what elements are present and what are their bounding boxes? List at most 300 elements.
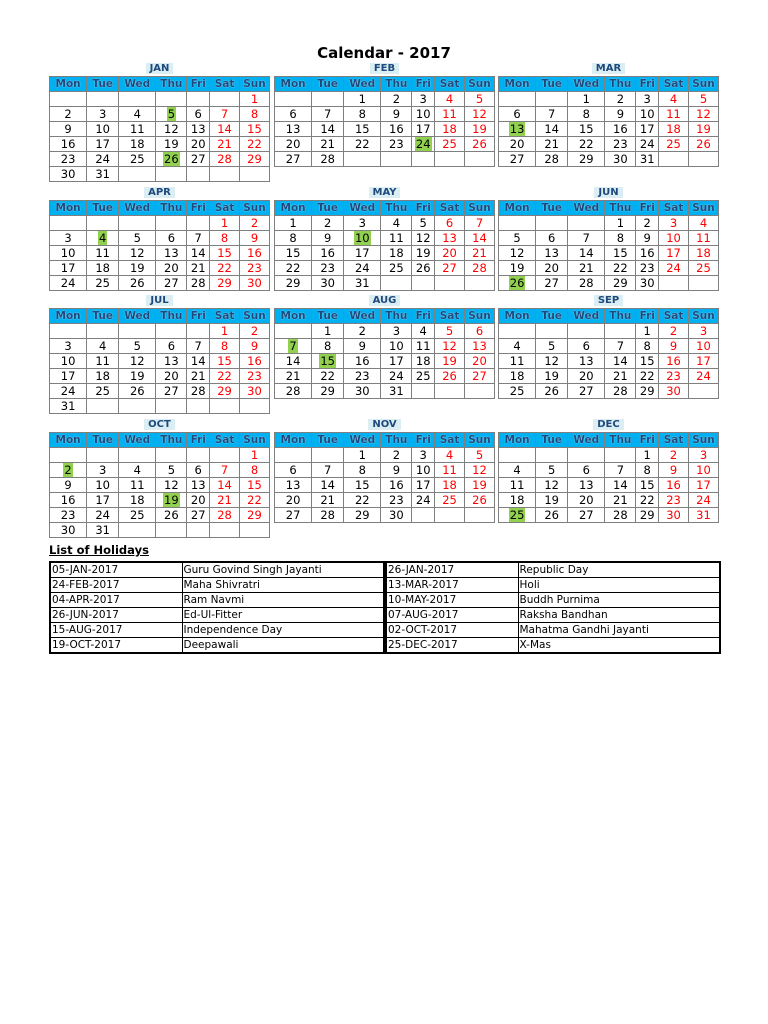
day-cell: 20 [465, 354, 495, 369]
day-cell: 27 [156, 276, 187, 291]
holiday-row [50, 593, 384, 608]
weekday-header: Mon [499, 77, 536, 92]
holiday-day-cell [50, 463, 87, 478]
empty-cell [275, 448, 312, 463]
day-cell: 14 [605, 354, 636, 369]
day-cell: 13 [187, 478, 210, 493]
empty-cell [659, 276, 689, 291]
month-table [274, 76, 495, 167]
day-cell: 11 [119, 478, 156, 493]
weekday-header: Fri [187, 309, 210, 324]
day-cell: 27 [499, 152, 536, 167]
weekday-header: Wed [344, 77, 381, 92]
empty-cell [119, 324, 156, 339]
month-name-label: OCT [144, 419, 175, 430]
day-cell: 9 [50, 478, 87, 493]
day-cell: 22 [240, 137, 270, 152]
day-cell: 13 [536, 246, 568, 261]
day-cell: 6 [465, 324, 495, 339]
day-cell: 10 [689, 339, 719, 354]
day-cell: 2 [605, 92, 636, 107]
day-cell: 5 [536, 463, 568, 478]
day-cell: 8 [344, 463, 381, 478]
month-table [49, 200, 270, 291]
day-cell: 1 [240, 92, 270, 107]
day-cell: 10 [87, 478, 119, 493]
month-table [274, 308, 495, 399]
month-sep [498, 294, 719, 399]
day-cell: 21 [275, 369, 312, 384]
holiday-name: Buddh Purnima [518, 593, 720, 608]
day-cell: 19 [689, 122, 719, 137]
holidays-title: List of Holidays [49, 543, 149, 557]
empty-cell [187, 324, 210, 339]
day-cell: 17 [689, 354, 719, 369]
day-cell: 12 [119, 246, 156, 261]
day-cell: 30 [659, 384, 689, 399]
empty-cell [187, 216, 210, 231]
day-cell: 16 [50, 493, 87, 508]
day-cell: 29 [605, 276, 636, 291]
day-cell: 1 [240, 448, 270, 463]
day-cell: 18 [499, 369, 536, 384]
month-name [49, 186, 270, 200]
empty-cell [156, 448, 187, 463]
weekday-header: Wed [344, 201, 381, 216]
empty-cell [689, 384, 719, 399]
day-cell: 7 [312, 463, 344, 478]
day-cell: 28 [605, 508, 636, 523]
day-cell: 13 [275, 478, 312, 493]
weekday-header: Wed [344, 433, 381, 448]
day-cell: 5 [156, 463, 187, 478]
day-cell: 9 [240, 231, 270, 246]
day-cell: 1 [568, 92, 605, 107]
weekday-header: Wed [568, 433, 605, 448]
day-cell: 24 [50, 384, 87, 399]
day-cell: 11 [412, 339, 435, 354]
month-feb [274, 62, 495, 167]
month-name-label: AUG [369, 295, 401, 306]
day-cell: 14 [187, 246, 210, 261]
day-cell: 4 [412, 324, 435, 339]
holiday-row [386, 638, 720, 654]
weekday-header: Sat [659, 433, 689, 448]
day-cell: 18 [412, 354, 435, 369]
weekday-header: Thu [605, 433, 636, 448]
day-cell: 3 [87, 107, 119, 122]
day-cell: 11 [499, 354, 536, 369]
day-cell: 8 [210, 231, 240, 246]
day-cell: 28 [210, 152, 240, 167]
day-cell: 21 [605, 369, 636, 384]
holiday-highlight: 25 [509, 508, 525, 522]
holiday-name: Deepawali [182, 638, 384, 654]
day-cell: 7 [568, 231, 605, 246]
day-cell: 21 [536, 137, 568, 152]
weekday-header: Sun [689, 201, 719, 216]
weekday-header: Thu [156, 309, 187, 324]
day-cell: 9 [381, 463, 412, 478]
day-cell: 6 [275, 107, 312, 122]
weekday-header: Sat [435, 433, 465, 448]
month-table [498, 76, 719, 167]
day-cell: 20 [499, 137, 536, 152]
day-cell: 7 [187, 231, 210, 246]
month-name [274, 62, 495, 76]
month-table [498, 432, 719, 523]
weekday-header: Thu [381, 201, 412, 216]
day-cell: 8 [636, 463, 659, 478]
day-cell: 22 [636, 493, 659, 508]
day-cell: 12 [412, 231, 435, 246]
day-cell: 9 [636, 231, 659, 246]
month-name-label: JUL [146, 295, 172, 306]
day-cell: 16 [240, 246, 270, 261]
day-cell: 26 [156, 508, 187, 523]
day-cell: 5 [435, 324, 465, 339]
day-cell: 7 [465, 216, 495, 231]
weekday-header: Mon [275, 433, 312, 448]
holiday-row [50, 623, 384, 638]
day-cell: 30 [636, 276, 659, 291]
day-cell: 20 [568, 369, 605, 384]
day-cell: 12 [119, 354, 156, 369]
weekday-header: Wed [568, 201, 605, 216]
month-name [274, 294, 495, 308]
day-cell: 8 [636, 339, 659, 354]
day-cell: 25 [435, 493, 465, 508]
month-name [498, 418, 719, 432]
empty-cell [659, 152, 689, 167]
holiday-name: Ed-Ul-Fitter [182, 608, 384, 623]
day-cell: 19 [119, 369, 156, 384]
weekday-header: Tue [312, 201, 344, 216]
day-cell: 13 [435, 231, 465, 246]
empty-cell [87, 324, 119, 339]
weekday-header: Wed [344, 309, 381, 324]
day-cell: 9 [659, 339, 689, 354]
day-cell: 4 [435, 448, 465, 463]
day-cell: 16 [240, 354, 270, 369]
day-cell: 25 [689, 261, 719, 276]
day-cell: 11 [435, 463, 465, 478]
day-cell: 28 [187, 276, 210, 291]
day-cell: 31 [689, 508, 719, 523]
weekday-header: Sat [435, 309, 465, 324]
holiday-day-cell [275, 339, 312, 354]
day-cell: 24 [87, 152, 119, 167]
weekday-header: Mon [50, 433, 87, 448]
day-cell: 10 [50, 246, 87, 261]
day-cell: 14 [210, 122, 240, 137]
holiday-day-cell [344, 231, 381, 246]
day-cell: 2 [659, 448, 689, 463]
day-cell: 19 [465, 478, 495, 493]
holiday-row [50, 638, 384, 654]
day-cell: 26 [465, 493, 495, 508]
weekday-header: Mon [275, 309, 312, 324]
day-cell: 18 [119, 137, 156, 152]
day-cell: 3 [344, 216, 381, 231]
weekday-header: Thu [605, 201, 636, 216]
day-cell: 14 [568, 246, 605, 261]
day-cell: 23 [240, 369, 270, 384]
day-cell: 22 [344, 493, 381, 508]
day-cell: 4 [499, 339, 536, 354]
day-cell: 18 [119, 493, 156, 508]
day-cell: 26 [435, 369, 465, 384]
weekday-header: Mon [50, 77, 87, 92]
day-cell: 25 [119, 508, 156, 523]
empty-cell [187, 523, 210, 538]
day-cell: 23 [50, 508, 87, 523]
day-cell: 1 [312, 324, 344, 339]
day-cell: 26 [689, 137, 719, 152]
day-cell: 29 [210, 384, 240, 399]
empty-cell [87, 399, 119, 414]
weekday-header: Sun [465, 433, 495, 448]
day-cell: 3 [689, 324, 719, 339]
empty-cell [536, 324, 568, 339]
day-cell: 2 [240, 324, 270, 339]
day-cell: 4 [119, 463, 156, 478]
day-cell: 22 [210, 261, 240, 276]
day-cell: 5 [465, 92, 495, 107]
day-cell: 28 [536, 152, 568, 167]
day-cell: 10 [381, 339, 412, 354]
holiday-date: 15-AUG-2017 [50, 623, 182, 638]
day-cell: 20 [275, 137, 312, 152]
weekday-header: Thu [156, 433, 187, 448]
empty-cell [605, 448, 636, 463]
day-cell: 17 [412, 478, 435, 493]
month-aug [274, 294, 495, 399]
day-cell: 2 [381, 92, 412, 107]
month-name [498, 186, 719, 200]
day-cell: 17 [689, 478, 719, 493]
empty-cell [275, 92, 312, 107]
holiday-row [50, 608, 384, 623]
weekday-header: Tue [87, 201, 119, 216]
empty-cell [312, 448, 344, 463]
day-cell: 8 [568, 107, 605, 122]
day-cell: 23 [605, 137, 636, 152]
day-cell: 26 [536, 384, 568, 399]
holiday-date: 26-JAN-2017 [386, 562, 518, 578]
day-cell: 19 [435, 354, 465, 369]
holiday-list-left [49, 561, 385, 654]
day-cell: 19 [536, 493, 568, 508]
day-cell: 27 [187, 508, 210, 523]
empty-cell [435, 152, 465, 167]
day-cell: 6 [187, 107, 210, 122]
weekday-header: Sun [465, 201, 495, 216]
day-cell: 28 [605, 384, 636, 399]
day-cell: 21 [210, 493, 240, 508]
holiday-day-cell [412, 137, 435, 152]
day-cell: 17 [50, 261, 87, 276]
holiday-name: Mahatma Gandhi Jayanti [518, 623, 720, 638]
day-cell: 26 [412, 261, 435, 276]
weekday-header: Mon [50, 309, 87, 324]
empty-cell [536, 448, 568, 463]
day-cell: 18 [499, 493, 536, 508]
day-cell: 9 [381, 107, 412, 122]
holiday-row [386, 593, 720, 608]
day-cell: 6 [187, 463, 210, 478]
month-name-label: APR [144, 187, 175, 198]
holiday-day-cell [312, 354, 344, 369]
day-cell: 30 [344, 384, 381, 399]
month-may [274, 186, 495, 291]
day-cell: 21 [465, 246, 495, 261]
month-name-label: FEB [370, 63, 399, 74]
day-cell: 23 [636, 261, 659, 276]
day-cell: 18 [435, 478, 465, 493]
day-cell: 11 [499, 478, 536, 493]
month-name [274, 186, 495, 200]
day-cell: 25 [412, 369, 435, 384]
day-cell: 12 [536, 354, 568, 369]
day-cell: 2 [312, 216, 344, 231]
month-mar [498, 62, 719, 167]
holiday-date: 26-JUN-2017 [50, 608, 182, 623]
day-cell: 1 [210, 216, 240, 231]
day-cell: 29 [312, 384, 344, 399]
empty-cell [87, 448, 119, 463]
weekday-header: Fri [636, 433, 659, 448]
empty-cell [210, 92, 240, 107]
day-cell: 22 [240, 493, 270, 508]
weekday-header: Tue [536, 201, 568, 216]
day-cell: 18 [435, 122, 465, 137]
empty-cell [119, 167, 156, 182]
day-cell: 12 [689, 107, 719, 122]
day-cell: 15 [636, 354, 659, 369]
month-table [498, 308, 719, 399]
day-cell: 19 [499, 261, 536, 276]
empty-cell [381, 276, 412, 291]
day-cell: 4 [119, 107, 156, 122]
day-cell: 24 [87, 508, 119, 523]
day-cell: 16 [659, 478, 689, 493]
empty-cell [156, 167, 187, 182]
empty-cell [536, 92, 568, 107]
day-cell: 17 [87, 493, 119, 508]
day-cell: 26 [119, 276, 156, 291]
day-cell: 24 [689, 493, 719, 508]
day-cell: 5 [412, 216, 435, 231]
day-cell: 17 [412, 122, 435, 137]
weekday-header: Thu [381, 433, 412, 448]
holiday-name: Holi [518, 578, 720, 593]
day-cell: 1 [636, 448, 659, 463]
day-cell: 27 [187, 152, 210, 167]
day-cell: 31 [87, 167, 119, 182]
empty-cell [50, 448, 87, 463]
month-dec [498, 418, 719, 523]
day-cell: 25 [87, 384, 119, 399]
weekday-header: Fri [412, 433, 435, 448]
day-cell: 1 [605, 216, 636, 231]
day-cell: 6 [568, 463, 605, 478]
empty-cell [210, 448, 240, 463]
weekday-header: Mon [499, 433, 536, 448]
day-cell: 18 [87, 369, 119, 384]
holiday-name: X-Mas [518, 638, 720, 654]
day-cell: 30 [312, 276, 344, 291]
day-cell: 5 [499, 231, 536, 246]
empty-cell [87, 216, 119, 231]
day-cell: 15 [344, 122, 381, 137]
weekday-header: Sun [689, 77, 719, 92]
weekday-header: Fri [412, 77, 435, 92]
holiday-row [386, 578, 720, 593]
day-cell: 30 [240, 276, 270, 291]
weekday-header: Sat [659, 309, 689, 324]
day-cell: 14 [465, 231, 495, 246]
day-cell: 29 [240, 508, 270, 523]
day-cell: 14 [187, 354, 210, 369]
weekday-header: Tue [536, 433, 568, 448]
day-cell: 29 [275, 276, 312, 291]
day-cell: 19 [412, 246, 435, 261]
day-cell: 20 [156, 369, 187, 384]
day-cell: 14 [210, 478, 240, 493]
day-cell: 23 [381, 137, 412, 152]
empty-cell [412, 508, 435, 523]
day-cell: 15 [240, 122, 270, 137]
day-cell: 30 [50, 167, 87, 182]
holiday-row [386, 562, 720, 578]
empty-cell [689, 152, 719, 167]
day-cell: 25 [87, 276, 119, 291]
holiday-day-cell [87, 231, 119, 246]
day-cell: 1 [275, 216, 312, 231]
day-cell: 30 [659, 508, 689, 523]
weekday-header: Thu [381, 309, 412, 324]
day-cell: 4 [87, 339, 119, 354]
day-cell: 27 [275, 152, 312, 167]
weekday-header: Mon [499, 309, 536, 324]
day-cell: 1 [344, 92, 381, 107]
day-cell: 10 [412, 107, 435, 122]
weekday-header: Sun [240, 201, 270, 216]
weekday-header: Mon [275, 201, 312, 216]
empty-cell [50, 324, 87, 339]
weekday-header: Fri [187, 77, 210, 92]
day-cell: 13 [275, 122, 312, 137]
day-cell: 8 [344, 107, 381, 122]
empty-cell [210, 523, 240, 538]
empty-cell [119, 92, 156, 107]
day-cell: 30 [605, 152, 636, 167]
day-cell: 3 [412, 448, 435, 463]
day-cell: 14 [536, 122, 568, 137]
day-cell: 30 [240, 384, 270, 399]
weekday-header: Tue [312, 309, 344, 324]
day-cell: 19 [465, 122, 495, 137]
holiday-highlight: 24 [415, 137, 431, 151]
day-cell: 20 [275, 493, 312, 508]
day-cell: 6 [499, 107, 536, 122]
empty-cell [344, 152, 381, 167]
weekday-header: Sun [240, 77, 270, 92]
empty-cell [435, 384, 465, 399]
day-cell: 8 [312, 339, 344, 354]
weekday-header: Sun [240, 309, 270, 324]
